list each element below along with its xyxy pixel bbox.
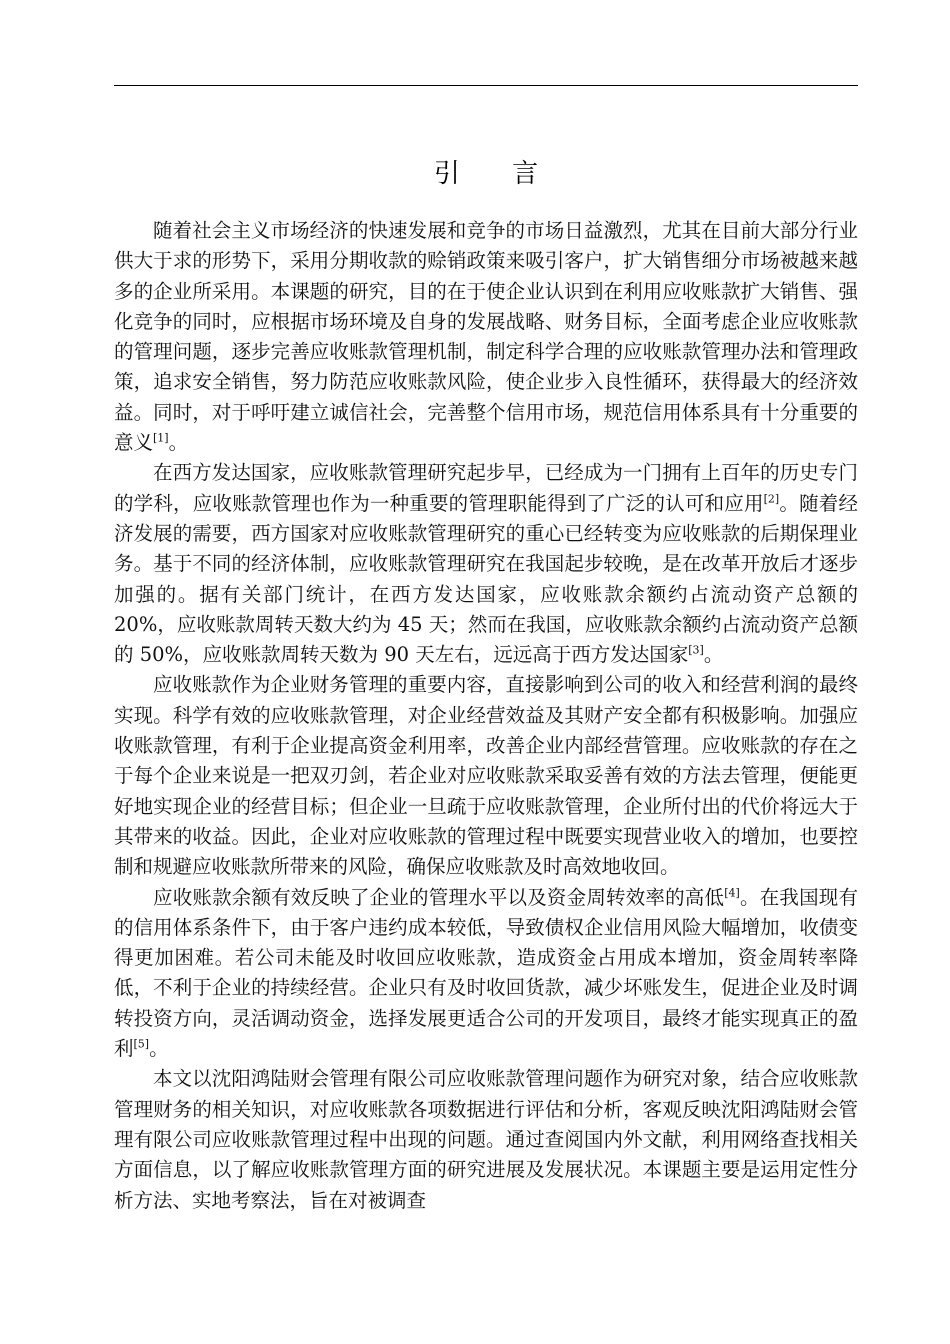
- paragraph-3-text: 应收账款作为企业财务管理的重要内容，直接影响到公司的收入和经营利润的最终实现。科学有效的应收账款管理，对企业经营效益及其财产安全都有积极影响。加强应收账款管理，有利于企业提高资金利用率，改善企业内部经营管理。应收账款的存在之于每个企业来说是一把双刃剑，若企业对应收账款采取妥善有效的方法去管理，便能更好地实现企业的经营目标；但企业一旦疏于应收账款管理，企业所付出的代价将远大于其带来的收益。因此，企业对应收账款的管理过程中既要实现营业收入的增加，也要控制和规避应收账款所带来的风险，确保应收账款及时高效地收回。: [114, 673, 858, 879]
- paragraph-4-seg2: 。在我国现有的信用体系条件下，由于客户违约成本较低，导致债权企业信用风险大幅增加，收债变得更加困难。若公司未能及时收回应收账款，造成资金占用成本增加，资金周转率降低，不利于企业的持续经营。企业只有及时收回货款，减少坏账发生，促进企业及时调转投资方向，灵活调动资金，选择发展更适合公司的开发项目，最终才能实现真正的盈利: [114, 885, 858, 1061]
- citation-3: [3]: [688, 643, 704, 657]
- paragraph-1: [114, 216, 858, 458]
- page-title: 引 言: [433, 159, 561, 189]
- paragraph-2: [114, 458, 858, 670]
- body-text: [114, 216, 858, 1216]
- paragraph-4-tail: 。: [149, 1037, 169, 1061]
- paragraph-1-text: 随着社会主义市场经济的快速发展和竞争的市场日益激烈，尤其在目前大部分行业供大于求的形势下，采用分期收款的赊销政策来吸引客户，扩大销售细分市场被越来越多的企业所采用。本课题的研究，目的在于使企业认识到在利用应收账款扩大销售、强化竞争的同时，应根据市场环境及自身的发展战略、财务目标，全面考虑企业应收账款的管理问题，逐步完善应收账款管理机制，制定科学合理的应收账款管理办法和管理政策，追求安全销售，努力防范应收账款风险，使企业步入良性循环，获得最大的经济效益。同时，对于呼吁建立诚信社会，完善整个信用市场，规范信用体系具有十分重要的意义: [114, 219, 858, 455]
- citation-1: [1]: [153, 431, 169, 445]
- citation-4: [4]: [724, 886, 740, 900]
- paragraph-2-seg1: 在西方发达国家，应收账款管理研究起步早，已经成为一门拥有上百年的历史专门的学科，应收账款管理也作为一种重要的管理职能得到了广泛的认可和应用: [114, 461, 858, 515]
- paragraph-3: [114, 670, 858, 882]
- paragraph-1-tail: 。: [168, 431, 189, 455]
- paragraph-4: [114, 883, 858, 1065]
- header-rule: [114, 85, 858, 86]
- citation-2: [2]: [763, 492, 780, 506]
- citation-5: [5]: [133, 1037, 150, 1051]
- paragraph-5: [114, 1064, 858, 1215]
- paragraph-5-text: 本文以沈阳鸿陆财会管理有限公司应收账款管理问题作为研究对象，结合应收账款管理财务的相关知识，对应收账款各项数据进行评估和分析，客观反映沈阳鸿陆财会管理有限公司应收账款管理过程中出现的问题。通过查阅国内外文献，利用网络查找相关方面信息，以了解应收账款管理方面的研究进展及发展状况。本课题主要是运用定性分析方法、实地考察法，旨在对被调查: [114, 1067, 858, 1212]
- paragraph-2-tail: 。: [703, 643, 724, 667]
- paragraph-4-seg1: 应收账款余额有效反映了企业的管理水平以及资金周转效率的高低: [153, 885, 725, 909]
- paragraph-2-seg2: 。随着经济发展的需要，西方国家对应收账款管理研究的重心已经转变为应收账款的后期保理业务。基于不同的经济体制，应收账款管理研究在我国起步较晚，是在改革开放后才逐步加强的。据有关部门统计，在西方发达国家，应收账款余额约占流动资产总额的 20%，应收账款周转天数大约为 45 天；然而在我国，应收账款余额约占流动资产总额的 50%，应收账款周转天数为 90 天左右，远远高于西方发达国家: [114, 491, 858, 667]
